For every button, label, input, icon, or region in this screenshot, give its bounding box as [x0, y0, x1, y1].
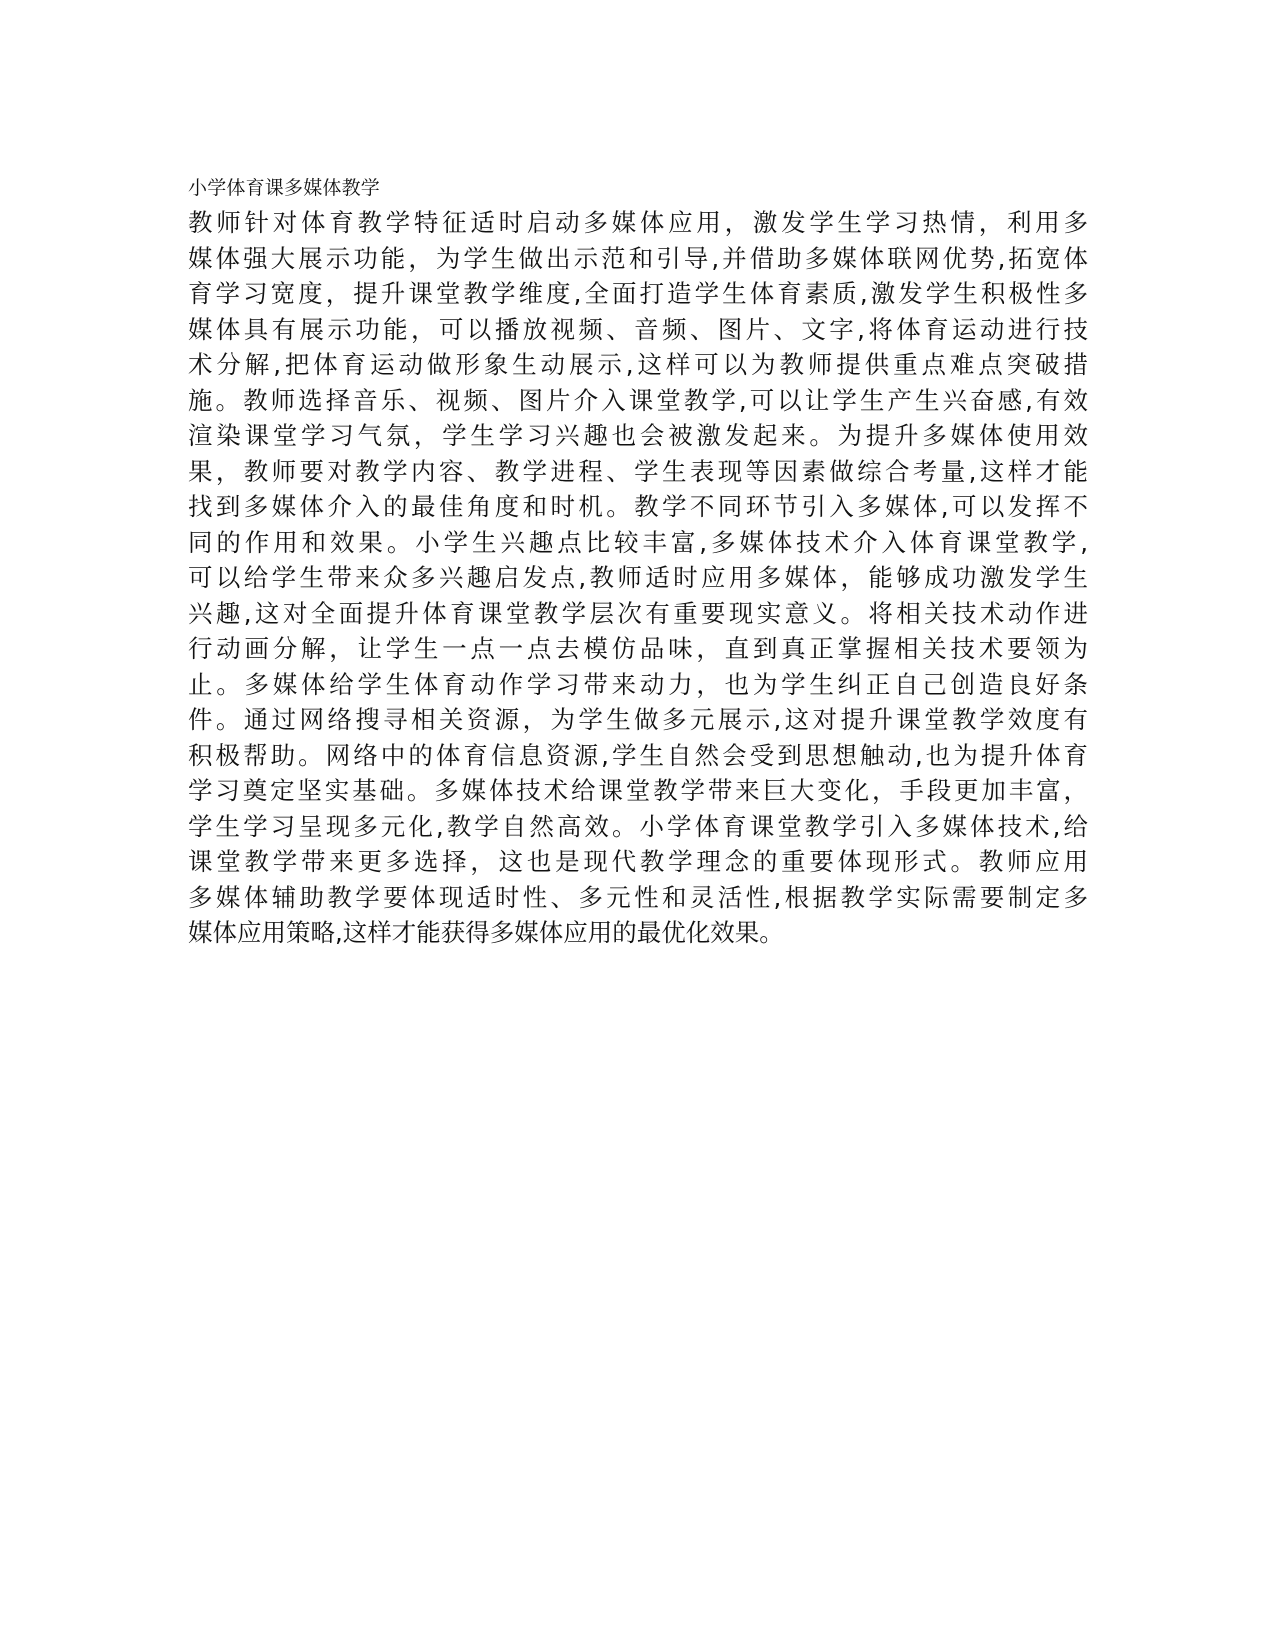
body-line: 兴趣,这对全面提升体育课堂教学层次有重要现实意义。将相关技术动作进	[188, 598, 1088, 628]
body-line: 同的作用和效果。小学生兴趣点比较丰富,多媒体技术介入体育课堂教学,	[188, 527, 1088, 557]
body-line: 找到多媒体介入的最佳角度和时机。教学不同环节引入多媒体,可以发挥不	[188, 492, 1088, 521]
body-line: 媒体强大展示功能，为学生做出示范和引导,并借助多媒体联网优势,拓宽体	[188, 243, 1088, 273]
body-line: 学习奠定坚实基础。多媒体技术给课堂教学带来巨大变化，手段更加丰富，	[188, 776, 1088, 805]
body-line: 积极帮助。网络中的体育信息资源,学生自然会受到思想触动,也为提升体育	[188, 740, 1088, 770]
document-body	[188, 205, 1088, 951]
body-line: 可以给学生带来众多兴趣启发点,教师适时应用多媒体，能够成功激发学生	[188, 563, 1088, 592]
body-line: 件。通过网络搜寻相关资源，为学生做多元展示,这对提升课堂教学效度有	[188, 705, 1088, 734]
body-line: 多媒体辅助教学要体现适时性、多元性和灵活性,根据教学实际需要制定多	[188, 882, 1088, 912]
body-line: 果，教师要对教学内容、教学进程、学生表现等因素做综合考量,这样才能	[188, 456, 1088, 486]
body-line: 施。教师选择音乐、视频、图片介入课堂教学,可以让学生产生兴奋感,有效	[188, 385, 1088, 415]
body-line: 行动画分解，让学生一点一点去模仿品味，直到真正掌握相关技术要领为	[188, 634, 1088, 663]
body-line: 教师针对体育教学特征适时启动多媒体应用，激发学生学习热情，利用多	[188, 208, 1088, 237]
body-line: 育学习宽度，提升课堂教学维度,全面打造学生体育素质,激发学生积极性多	[188, 279, 1088, 308]
body-line: 渲染课堂学习气氛，学生学习兴趣也会被激发起来。为提升多媒体使用效	[188, 421, 1088, 450]
body-line: 课堂教学带来更多选择，这也是现代教学理念的重要体现形式。教师应用	[188, 847, 1088, 876]
body-line: 媒体应用策略,这样才能获得多媒体应用的最优化效果。	[188, 918, 784, 947]
document-title: 小学体育课多媒体教学	[188, 177, 381, 199]
body-line: 媒体具有展示功能，可以播放视频、音频、图片、文字,将体育运动进行技	[188, 314, 1088, 344]
body-line: 止。多媒体给学生体育动作学习带来动力，也为学生纠正自己创造良好条	[188, 669, 1088, 699]
body-line: 术分解,把体育运动做形象生动展示,这样可以为教师提供重点难点突破措	[188, 350, 1088, 379]
body-line: 学生学习呈现多元化,教学自然高效。小学体育课堂教学引入多媒体技术,给	[188, 811, 1088, 841]
